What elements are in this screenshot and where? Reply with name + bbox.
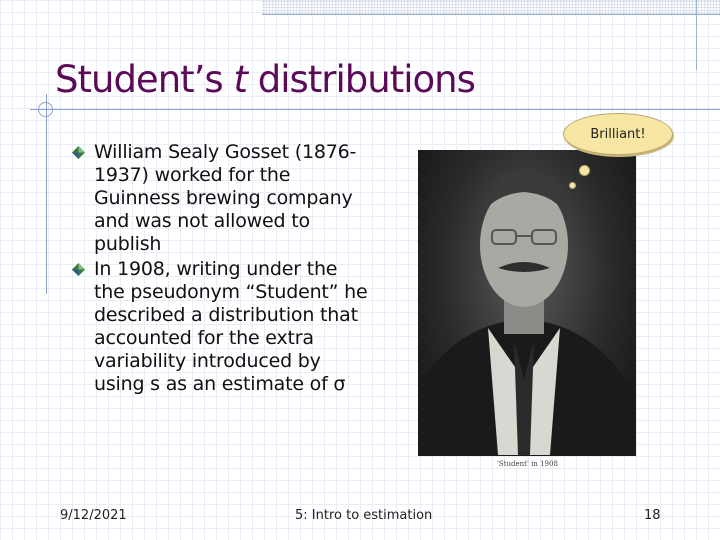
bullet-item [72,141,372,256]
thought-bubble [563,113,673,155]
bullet-text: In 1908, writing under the the pseudonym “Student” he described a distribution that accounted for the extra variability introduced by using s as an estimate of σ [94,258,368,395]
photo-caption: 'Student' in 1908 [497,460,558,468]
left-accent-line [46,94,47,294]
title-suffix: distributions [246,58,475,101]
thought-bubble-dot [579,165,590,176]
title-italic-t: t [233,58,247,101]
title-prefix: Student’s [55,58,234,101]
accent-circle [38,102,53,117]
diamond-bullet-icon [72,263,85,276]
bullet-list [72,141,372,398]
title-underline [30,109,720,110]
footer-course-title: 5: Intro to estimation [295,508,433,523]
slide-title [55,58,475,101]
header-border-line [262,14,720,15]
gosset-portrait-photo [418,150,636,456]
header-vertical-line [696,0,697,70]
footer-page-number: 18 [644,508,661,523]
diamond-bullet-icon [72,146,85,159]
bullet-text: William Sealy Gosset (1876-1937) worked for the Guinness brewing company and was not allowed to publish [94,141,357,255]
bullet-item [72,258,372,396]
thought-bubble-dot [569,182,576,189]
header-pattern [262,0,720,14]
footer-date: 9/12/2021 [60,508,127,523]
thought-bubble-text: Brilliant! [590,126,646,142]
